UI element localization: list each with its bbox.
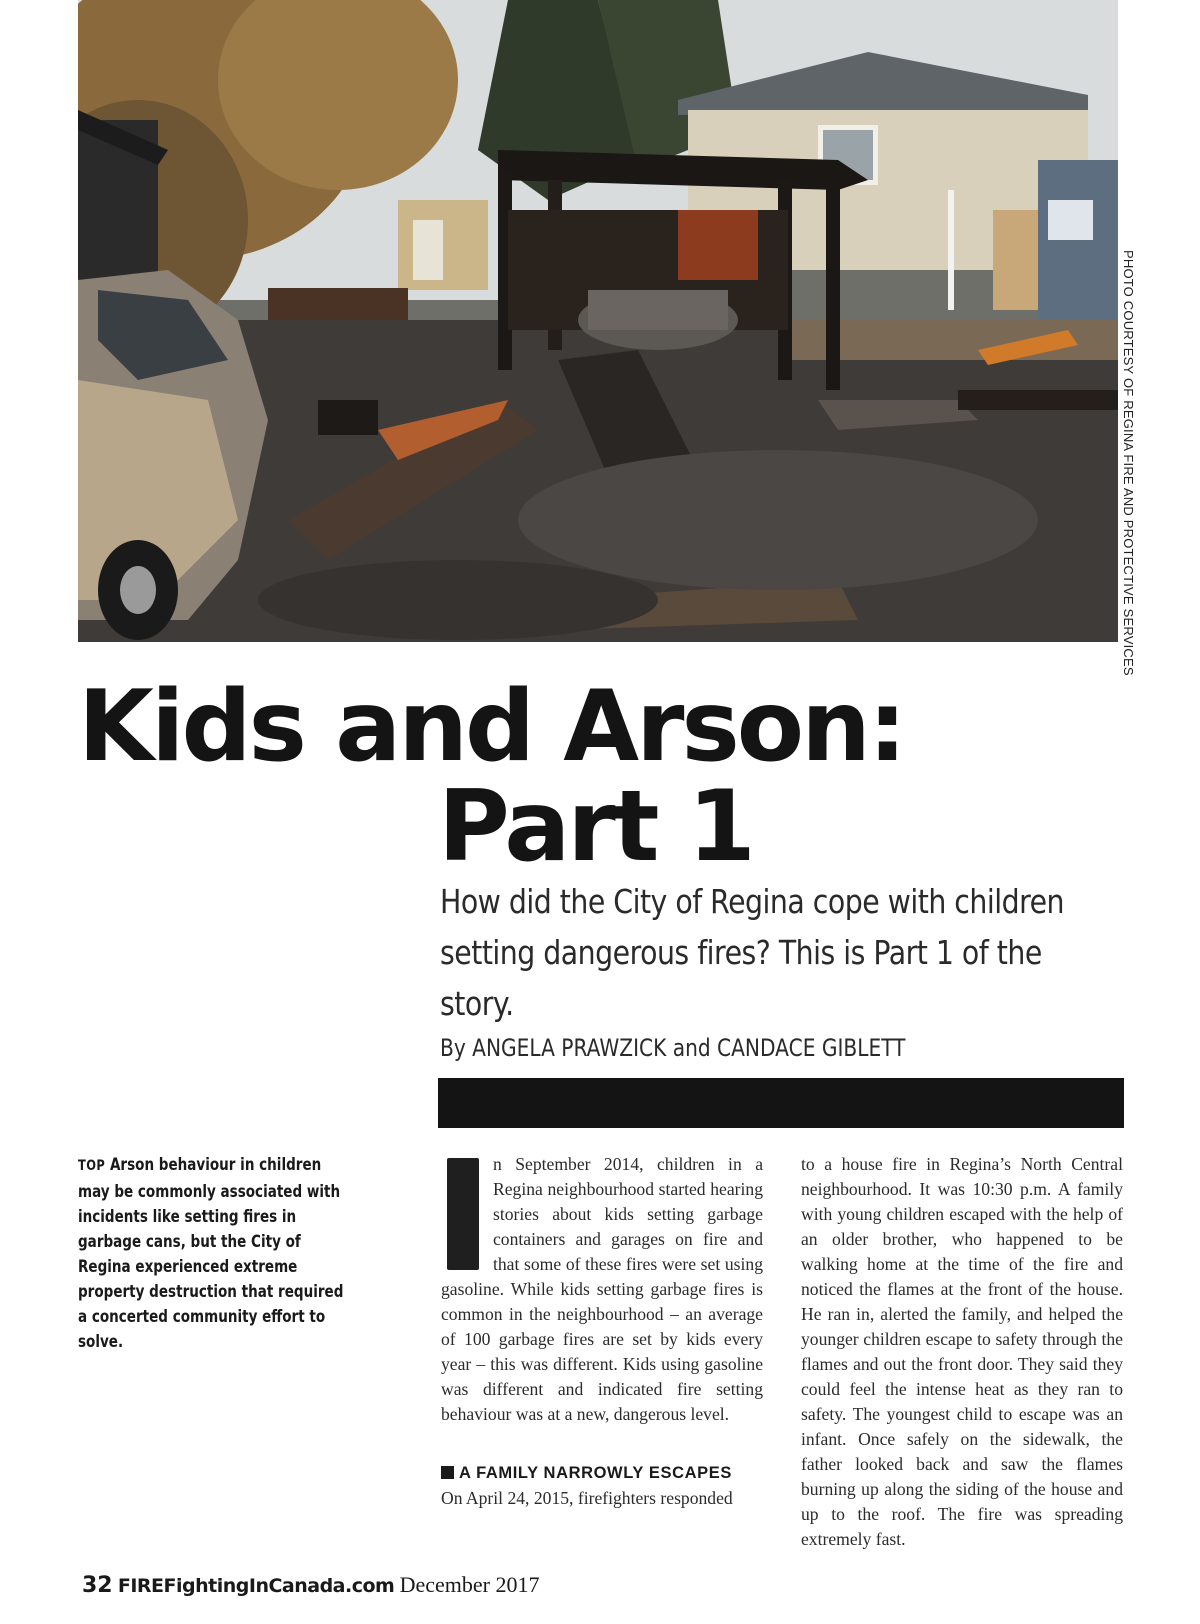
site-name: FIREFightingInCanada.com [117,1575,395,1597]
paragraph-2-continued: to a house fire in Regina’s North Central neighbourhood. It was 10:30 p.m. A family with young children escaped with the help of an older brother, who happened to be walking home at the time of the fire and noticed the flames at the front of the house. He ran in, alerted the family, and helped the younger children escape to safety through the flames and out the front door. They said they could feel the intense heat as they ran to safety. The youngest child to escape was an infant. Once safely on the sidewalk, the father looked back and saw the flames burning up along the siding of the house and up to the roof. The fire was spreading extremely fast. [801,1154,1123,1549]
caption-text: Arson behaviour in children may be commonly associated with incidents like setting fires in garbage cans, but the City of Regina experienced extreme property destruction that required a concerted community effort to solve. [78,1155,344,1351]
page-footer [82,1572,539,1598]
paragraph-2-start: On April 24, 2015, firefighters responded [441,1488,733,1508]
paragraph-1 [441,1152,763,1427]
photo-credit: PHOTO COURTESY OF REGINA FIRE AND PROTECTIVE SERVICES [1121,250,1136,676]
burned-garage-photo [78,0,1118,642]
square-bullet-icon [441,1466,454,1479]
black-rule-bar [438,1078,1124,1128]
body-column-2 [801,1152,1123,1552]
section-subhead [441,1461,763,1486]
deck-subtitle: How did the City of Regina cope with children setting dangerous fires? This is Part 1 of the story. [440,882,1065,1023]
section-subhead-text: A FAMILY NARROWLY ESCAPES [459,1464,732,1482]
drop-cap [447,1158,479,1270]
paragraph-1-text: n September 2014, children in a Regina neighbourhood started hearing stories about kids setting garbage containers and garages on fire and that some of these fires were set using gasoline. While kids setting garbage fires is common in the neighbourhood – an average of 100 garbage fires are set by kids every year – this was different. Kids using gasoline was different and indicated fire setting behaviour was at a new, dangerous level. [441,1154,763,1424]
caption-lead: TOP [78,1158,106,1174]
photo-caption [78,1152,349,1354]
headline-line-2: Part 1 [438,770,753,884]
body-column-1 [441,1152,763,1511]
headline-line-1: Kids and Arson: [78,670,905,784]
byline: By ANGELA PRAWZICK and CANDACE GIBLETT [440,1034,906,1062]
photo-illustration [78,0,1118,642]
issue-date: December 2017 [399,1572,540,1597]
page-number: 32 [82,1573,113,1598]
